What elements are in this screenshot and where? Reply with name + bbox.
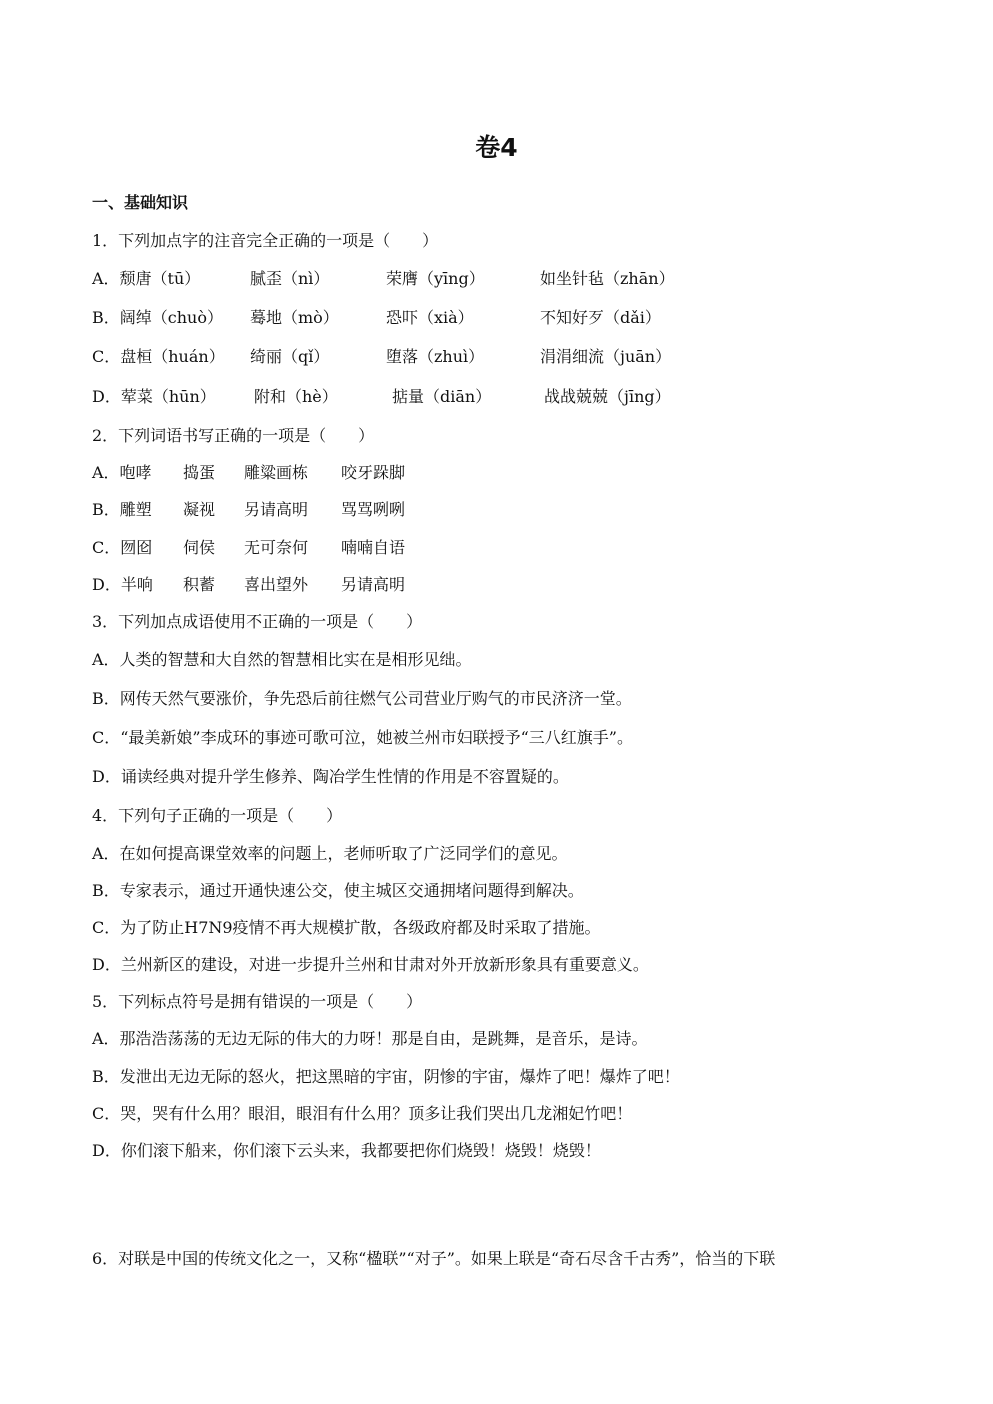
q1-option-c: C．盘桓（huán） xyxy=(92,347,225,366)
q2-option-a-word-4: 咬牙跺脚 xyxy=(341,463,406,482)
q3-option-a: A．人类的智慧和大自然的智慧相比实在是相形见绌。 xyxy=(92,650,472,669)
q1-option-a: A．颓唐（tū） xyxy=(92,269,201,288)
q1-option-d-item-4: 战战兢兢（jīng） xyxy=(544,387,671,406)
q1-option-d: D．荤菜（hūn） xyxy=(92,387,216,406)
q2-option-c-word-4: 喃喃自语 xyxy=(341,538,406,557)
q1-option-d-item-3: 掂量（diān） xyxy=(392,387,492,406)
q1-option-b-item-3: 恐吓（xià） xyxy=(386,308,474,327)
q2-option-a-word-3: 雕粱画栋 xyxy=(244,463,309,482)
q1-option-c-item-4: 涓涓细流（juān） xyxy=(540,347,672,366)
question-5-stem: 5．下列标点符号是拥有错误的一项是（ ） xyxy=(92,992,423,1011)
q5-option-a: A．那浩浩荡荡的无边无际的伟大的力呀！那是自由，是跳舞，是音乐，是诗。 xyxy=(92,1029,648,1048)
q2-option-b-word-2: 凝视 xyxy=(183,500,216,519)
question-3-stem: 3．下列加点成语使用不正确的一项是（ ） xyxy=(92,612,423,631)
q2-option-d-word-2: 积蓄 xyxy=(183,575,216,594)
q1-option-d-item-2: 附和（hè） xyxy=(254,387,338,406)
q1-option-b: B．阔绰（chuò） xyxy=(92,308,223,327)
q2-option-a-word-2: 捣蛋 xyxy=(183,463,216,482)
q1-option-b-item-2: 蓦地（mò） xyxy=(250,308,339,327)
q2-option-b-word-4: 骂骂咧咧 xyxy=(341,500,406,519)
q1-option-c-item-3: 堕落（zhuì） xyxy=(386,347,485,366)
q3-option-c: C．“最美新娘”李成环的事迹可歌可泣，她被兰州市妇联授予“三八红旗手”。 xyxy=(92,728,633,747)
q1-option-a-item-4: 如坐针毡（zhān） xyxy=(540,269,675,288)
q1-option-a-item-3: 荣膺（yīng） xyxy=(386,269,485,288)
q4-option-d: D．兰州新区的建设，对进一步提升兰州和甘肃对外开放新形象具有重要意义。 xyxy=(92,955,649,974)
q2-option-d-word-3: 喜出望外 xyxy=(244,575,309,594)
q2-option-b: B．雕塑 xyxy=(92,500,152,519)
q2-option-c: C．囫囵 xyxy=(92,538,153,557)
question-6-stem: 6．对联是中国的传统文化之一，又称“楹联”“对子”。如果上联是“奇石尽含千古秀”，恰当的下联 xyxy=(92,1249,776,1268)
q2-option-b-word-3: 另请高明 xyxy=(244,500,309,519)
q2-option-d-word-4: 另请高明 xyxy=(341,575,406,594)
q4-option-c: C．为了防止H7N9疫情不再大规模扩散，各级政府都及时采取了措施。 xyxy=(92,918,601,937)
q2-option-c-word-2: 伺侯 xyxy=(183,538,216,557)
section-heading: 一、基础知识 xyxy=(92,193,189,212)
question-2-stem: 2．下列词语书写正确的一项是（ ） xyxy=(92,426,375,445)
q4-option-b: B．专家表示，通过开通快速公交，使主城区交通拥堵问题得到解决。 xyxy=(92,881,584,900)
q2-option-c-word-3: 无可奈何 xyxy=(244,538,309,557)
q5-option-d: D．你们滚下船来，你们滚下云头来，我都要把你们烧毁！烧毁！烧毁！ xyxy=(92,1141,601,1160)
q5-option-c: C．哭，哭有什么用？眼泪，眼泪有什么用？顶多让我们哭出几龙湘妃竹吧！ xyxy=(92,1104,633,1123)
question-1-stem: 1．下列加点字的注音完全正确的一项是（ ） xyxy=(92,231,439,250)
q1-option-c-item-2: 绮丽（qǐ） xyxy=(250,347,330,366)
q5-option-b: B．发泄出无边无际的怒火，把这黑暗的宇宙，阴惨的宇宙，爆炸了吧！爆炸了吧！ xyxy=(92,1067,680,1086)
q2-option-d: D．半响 xyxy=(92,575,153,594)
q3-option-b: B．网传天然气要涨价，争先恐后前往燃气公司营业厅购气的市民济济一堂。 xyxy=(92,689,632,708)
q2-option-a: A．咆哮 xyxy=(92,463,152,482)
q4-option-a: A．在如何提高课堂效率的问题上，老师听取了广泛同学们的意见。 xyxy=(92,844,568,863)
q1-option-b-item-4: 不知好歹（dǎi） xyxy=(540,308,661,327)
page-title: 卷4 xyxy=(475,133,518,162)
question-4-stem: 4．下列句子正确的一项是（ ） xyxy=(92,806,343,825)
q1-option-a-item-2: 腻歪（nì） xyxy=(250,269,330,288)
q3-option-d: D．诵读经典对提升学生修养、陶冶学生性情的作用是不容置疑的。 xyxy=(92,767,569,786)
